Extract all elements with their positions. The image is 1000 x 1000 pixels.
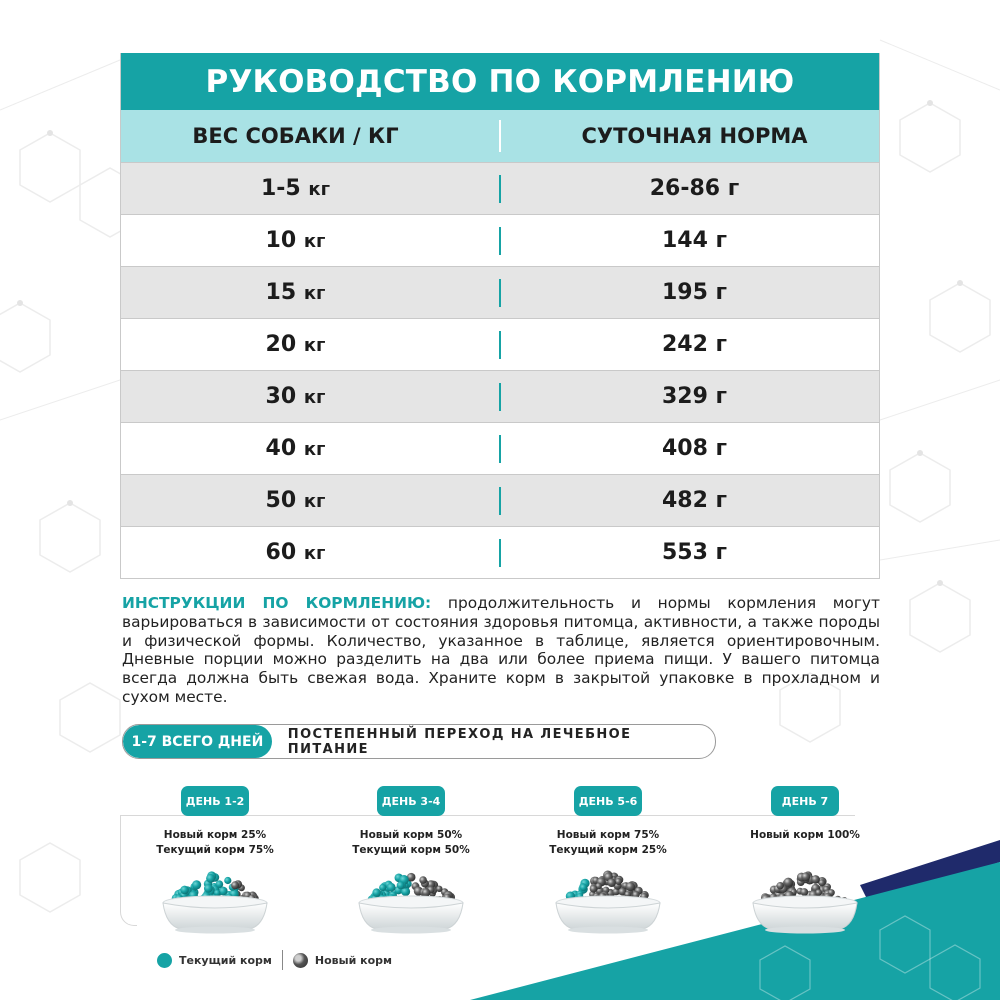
day-new-share-text: Новый корм 25% <box>163 829 267 841</box>
current-food-kibble <box>397 881 405 889</box>
day-badge: ДЕНЬ 1-2 <box>181 786 249 816</box>
column-divider <box>499 487 501 515</box>
current-food-kibble <box>580 884 587 891</box>
weight-unit: кг <box>303 491 326 512</box>
col-header-norm: СУТОЧНАЯ НОРМА <box>581 124 808 148</box>
table-row <box>121 162 879 214</box>
new-food-kibble <box>801 872 810 881</box>
column-divider <box>499 435 501 463</box>
weight-unit: кг <box>303 335 326 356</box>
table-row <box>121 474 879 526</box>
weight-cell <box>121 332 500 357</box>
food-bowl-icon <box>740 855 870 935</box>
weight-cell <box>121 540 500 565</box>
table-header <box>121 110 879 162</box>
norm-cell: 329 г <box>661 384 728 409</box>
current-food-kibble <box>204 884 213 893</box>
current-food-kibble <box>224 877 231 884</box>
transition-pill <box>122 724 716 759</box>
current-food-kibble <box>214 890 220 896</box>
column-divider <box>499 175 501 203</box>
norm-cell: 482 г <box>661 488 728 513</box>
day-current-share-text: Текущий корм 25% <box>549 844 667 856</box>
instructions-text: продолжительность и нормы кормления могут варьироваться в зависимости от состояния здоровья питомца, активности, а также породы и физической формы. Количество, указанное в таблице, является ориентировочным. Дневные порции можно разделить на два или более приема пищи. У вашего питомца всегда должна быть свежая вода. Храните корм в закрытой упаковке в прохладном и сухом месте. <box>122 594 880 706</box>
day-new-share-text: Новый корм 100% <box>750 829 860 841</box>
column-divider <box>499 279 501 307</box>
norm-cell: 195 г <box>661 280 728 305</box>
norm-cell: 242 г <box>661 332 728 357</box>
weight-unit: кг <box>303 283 326 304</box>
current-food-kibble <box>379 884 386 891</box>
bowl-base <box>568 927 648 934</box>
weight-unit: кг <box>303 439 326 460</box>
new-food-kibble <box>615 878 622 885</box>
column-divider <box>499 331 501 359</box>
food-bowl-icon <box>150 855 280 935</box>
weight-value: 60 <box>265 540 297 565</box>
new-food-kibble <box>422 888 430 896</box>
food-bowl-icon <box>346 855 476 935</box>
day-badge: ДЕНЬ 5-6 <box>574 786 642 816</box>
table-row <box>121 370 879 422</box>
day-step <box>316 786 506 858</box>
new-food-kibble <box>419 876 427 884</box>
day-badge: ДЕНЬ 3-4 <box>377 786 445 816</box>
new-food-kibble <box>800 888 808 896</box>
day-current-share-text: Текущий корм 75% <box>156 844 274 856</box>
weight-unit: кг <box>303 543 326 564</box>
new-food-kibble <box>815 889 822 896</box>
weight-value: 50 <box>265 488 297 513</box>
day-new-share-text: Новый корм 75% <box>556 829 660 841</box>
weight-value: 40 <box>265 436 297 461</box>
column-divider <box>499 227 501 255</box>
weight-value: 1-5 <box>260 176 301 201</box>
new-food-kibble <box>590 885 598 893</box>
day-ratio <box>120 828 310 858</box>
new-food-kibble <box>436 886 442 892</box>
weight-cell <box>121 228 500 253</box>
table-row <box>121 526 879 578</box>
norm-cell: 553 г <box>661 540 728 565</box>
feeding-table <box>120 53 880 579</box>
weight-cell <box>121 488 500 513</box>
legend-divider <box>282 950 283 970</box>
day-ratio <box>513 828 703 858</box>
bowl-base <box>765 927 845 934</box>
norm-cell: 144 г <box>661 228 728 253</box>
day-badge: ДЕНЬ 7 <box>771 786 839 816</box>
new-food-kibble <box>777 882 784 889</box>
instructions-label: ИНСТРУКЦИИ ПО КОРМЛЕНИЮ: <box>122 594 432 612</box>
current-food-kibble <box>372 888 380 896</box>
column-divider <box>499 120 501 152</box>
current-food-kibble <box>216 880 224 888</box>
weight-cell <box>121 280 500 305</box>
weight-unit: кг <box>308 179 331 200</box>
legend-current-label: Текущий корм <box>179 953 272 967</box>
table-row <box>121 214 879 266</box>
transition-badge: 1-7 ВСЕГО ДНЕЙ <box>123 725 272 758</box>
day-ratio <box>316 828 506 858</box>
current-food-kibble <box>387 883 396 892</box>
legend-new-label: Новый корм <box>314 953 393 967</box>
new-food-kibble <box>231 881 239 889</box>
day-step <box>120 786 310 858</box>
new-food-kibble <box>626 882 635 891</box>
column-divider <box>499 383 501 411</box>
norm-cell: 408 г <box>661 436 728 461</box>
table-row <box>121 318 879 370</box>
weight-unit: кг <box>303 387 326 408</box>
day-current-share-text: Текущий корм 50% <box>352 844 470 856</box>
weight-value: 30 <box>265 384 297 409</box>
col-header-weight: ВЕС СОБАКИ / КГ <box>192 124 399 148</box>
column-divider <box>499 539 501 567</box>
current-food-swatch <box>157 953 172 968</box>
current-food-kibble <box>180 886 189 895</box>
new-food-kibble <box>607 878 616 887</box>
current-food-kibble <box>192 880 201 889</box>
day-step <box>513 786 703 858</box>
new-food-kibble <box>811 875 820 884</box>
weight-value: 10 <box>265 228 297 253</box>
weight-cell <box>121 384 500 409</box>
weight-value: 20 <box>265 332 297 357</box>
day-step <box>710 786 900 843</box>
legend <box>157 950 392 970</box>
norm-cell: 26-86 г <box>649 176 740 201</box>
food-bowl-icon <box>543 855 673 935</box>
table-title: РУКОВОДСТВО ПО КОРМЛЕНИЮ <box>121 53 879 110</box>
current-food-kibble <box>206 874 215 883</box>
transition-text: ПОСТЕПЕННЫЙ ПЕРЕХОД НА ЛЕЧЕБНОЕ ПИТАНИЕ <box>287 726 632 757</box>
table-row <box>121 422 879 474</box>
weight-cell <box>121 436 500 461</box>
bowl-base <box>175 927 255 934</box>
bowl-base <box>371 927 451 934</box>
new-food-swatch <box>293 953 308 968</box>
day-ratio <box>710 828 900 843</box>
day-new-share-text: Новый корм 50% <box>359 829 463 841</box>
weight-value: 15 <box>265 280 297 305</box>
weight-cell <box>121 176 500 201</box>
feeding-instructions <box>122 594 880 707</box>
table-row <box>121 266 879 318</box>
weight-unit: кг <box>303 231 326 252</box>
table-body <box>121 162 879 578</box>
